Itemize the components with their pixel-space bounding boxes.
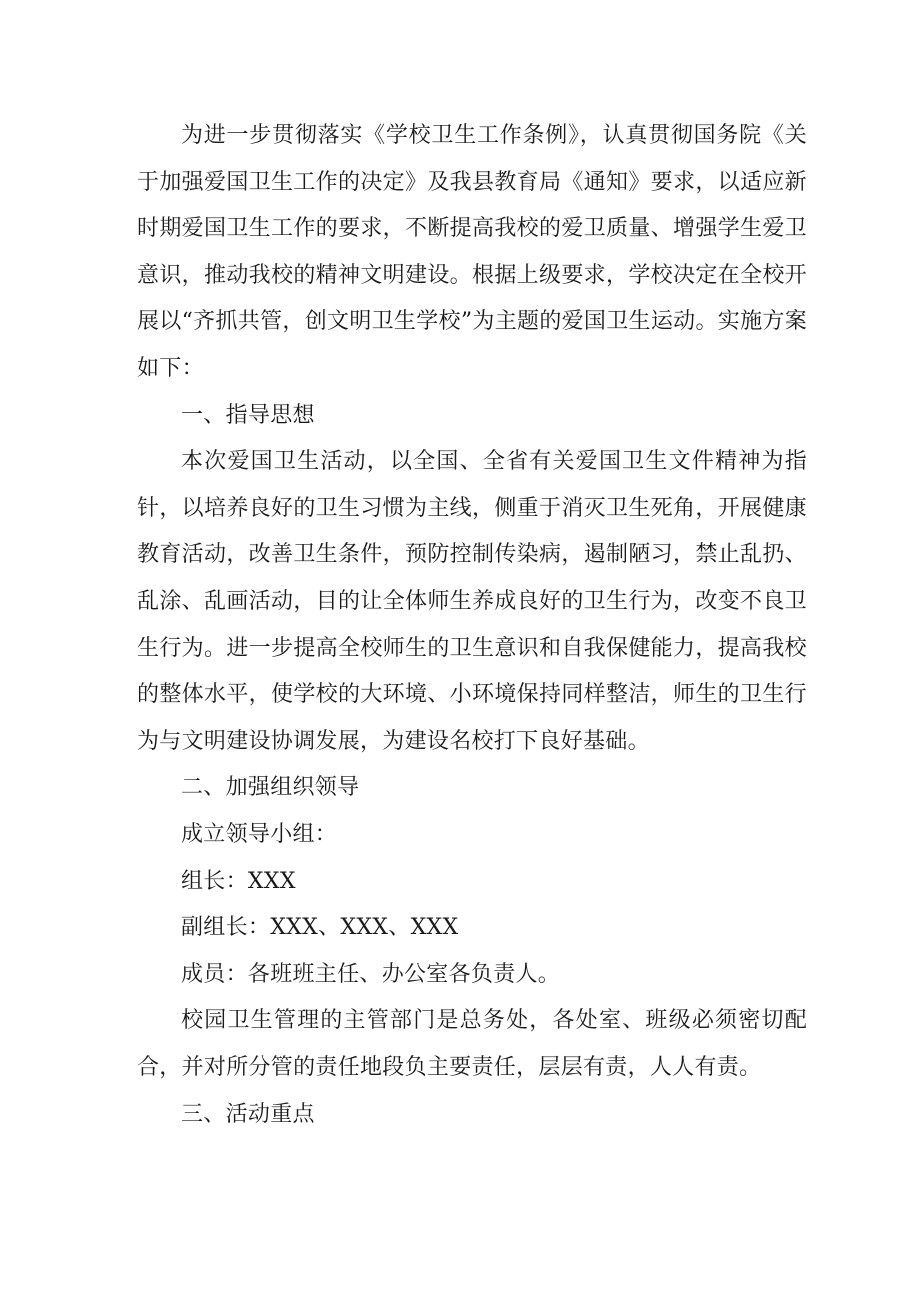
group-title: 成立领导小组： [181,821,338,847]
section-heading-guiding-ideology: 一、指导思想 [181,402,315,428]
guiding-ideology-paragraph: 本次爱国卫生活动，以全国、全省有关爱国卫生文件精神为指针，以培养良好的卫生习惯为主线，侧重于消灭卫生死角，开展健康教育活动，改善卫生条件，预防控制传染病，遏制陋习，禁止乱扔、乱涂、乱画活动，目的让全体师生养成良好的卫生行为，改变不良卫生行为。进一步提高全校师生的卫生意识和自我保健能力，提高我校的整体水平，使学校的大环境、小环境保持同样整洁，师生的卫生行为与文明建设协调发展，为建设名校打下良好基础。 [137,449,807,754]
section-heading-activity-focus: 三、活动重点 [181,1102,315,1128]
intro-paragraph: 为进一步贯彻落实《学校卫生工作条例》，认真贯彻国务院《关于加强爱国卫生工作的决定》及我县教育局《通知》要求，以适应新时期爱国卫生工作的要求，不断提高我校的爱卫质量、增强学生爱卫意识，推动我校的精神文明建设。根据上级要求，学校决定在全校开展以“齐抓共管，创文明卫生学校”为主题的爱国卫生运动。实施方案如下： [137,123,807,381]
group-members: 成员：各班班主任、办公室各负责人。 [181,961,561,987]
group-deputy-leaders: 副组长：XXX、XXX、XXX [181,915,459,941]
management-paragraph: 校园卫生管理的主管部门是总务处，各处室、班级必须密切配合，并对所分管的责任地段负主要责任，层层有责，人人有责。 [137,1008,807,1080]
section-heading-organization: 二、加强组织领导 [181,775,360,801]
document-body [137,113,807,1139]
group-leader: 组长：XXX [181,868,296,894]
